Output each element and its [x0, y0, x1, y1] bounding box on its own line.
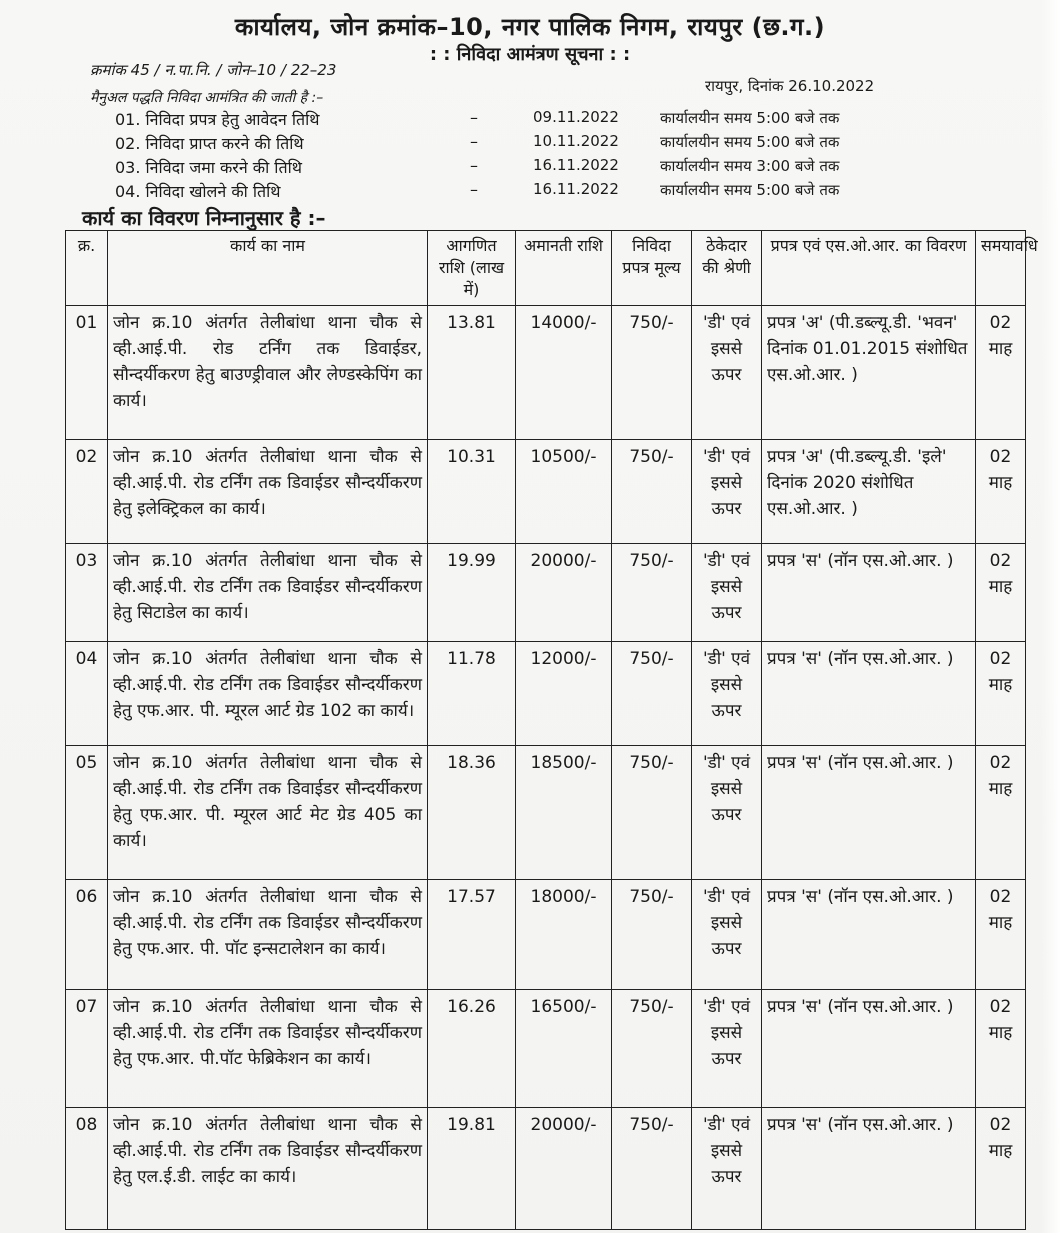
header-estimate: आगणित राशि (लाख में)	[428, 231, 516, 306]
cell-form-detail: प्रपत्र 'अ' (पी.डब्ल्यू.डी. 'इले' दिनांक 2020 संशोधित एस.ओ.आर. )	[762, 440, 976, 544]
cell-period: 02 माह	[976, 642, 1026, 746]
cell-estimate: 19.99	[428, 544, 516, 642]
cell-form-price: 750/-	[612, 642, 692, 746]
cell-contractor: 'डी' एवं इससे ऊपर	[692, 544, 762, 642]
schedule-dash: –	[470, 156, 478, 175]
cell-form-price: 750/-	[612, 990, 692, 1108]
cell-estimate: 17.57	[428, 880, 516, 990]
cell-form-price: 750/-	[612, 1108, 692, 1230]
cell-form-detail: प्रपत्र 'स' (नॉन एस.ओ.आर. )	[762, 746, 976, 880]
cell-form-detail: प्रपत्र 'स' (नॉन एस.ओ.आर. )	[762, 544, 976, 642]
schedule-item	[115, 108, 935, 132]
table-row	[66, 642, 1026, 746]
schedule-date: 16.11.2022	[533, 156, 619, 174]
schedule-date: 09.11.2022	[533, 108, 619, 126]
schedule-label: 01. निविदा प्रपत्र हेतु आवेदन तिथि	[115, 110, 320, 129]
page-edge-shade	[1041, 0, 1061, 1233]
header-sno: क्र.	[66, 231, 108, 306]
schedule-time: कार्यालयीन समय 5:00 बजे तक	[660, 133, 840, 151]
schedule-time: कार्यालयीन समय 3:00 बजे तक	[660, 157, 840, 175]
schedule-dash: –	[470, 132, 478, 151]
schedule-label: 03. निविदा जमा करने की तिथि	[115, 158, 302, 177]
header-form-detail: प्रपत्र एवं एस.ओ.आर. का विवरण	[762, 231, 976, 306]
header-period: समयावधि	[976, 231, 1026, 306]
header-form-price: निविदा प्रपत्र मूल्य	[612, 231, 692, 306]
cell-contractor: 'डी' एवं इससे ऊपर	[692, 746, 762, 880]
schedule-time: कार्यालयीन समय 5:00 बजे तक	[660, 109, 840, 127]
cell-form-detail: प्रपत्र 'स' (नॉन एस.ओ.आर. )	[762, 642, 976, 746]
schedule-date: 16.11.2022	[533, 180, 619, 198]
cell-estimate: 11.78	[428, 642, 516, 746]
cell-form-price: 750/-	[612, 544, 692, 642]
cell-deposit: 20000/-	[516, 1108, 612, 1230]
cell-deposit: 10500/-	[516, 440, 612, 544]
cell-form-detail: प्रपत्र 'स' (नॉन एस.ओ.आर. )	[762, 880, 976, 990]
schedule-dash: –	[470, 108, 478, 127]
cell-name: जोन क्र.10 अंतर्गत तेलीबांधा थाना चौक से व्ही.आई.पी. रोड टर्निंग तक डिवाईडर सौन्दर्यीकरण हेतु एफ.आर. पी.पॉट फेब्रिकेशन का कार्य।	[108, 990, 428, 1108]
cell-period: 02 माह	[976, 440, 1026, 544]
header-deposit: अमानती राशि	[516, 231, 612, 306]
cell-estimate: 19.81	[428, 1108, 516, 1230]
cell-name: जोन क्र.10 अंतर्गत तेलीबांधा थाना चौक से व्ही.आई.पी. रोड टर्निंग तक डिवाईडर, सौन्दर्यीकरण हेतु बाउण्ड्रीवाल और लेण्डस्केपिंग का कार्य।	[108, 306, 428, 440]
table-row	[66, 880, 1026, 990]
cell-period: 02 माह	[976, 880, 1026, 990]
cell-estimate: 13.81	[428, 306, 516, 440]
intro-line: मैनुअल पद्धति निविदा आमंत्रित की जाती है :–	[90, 90, 324, 106]
schedule-label: 04. निविदा खोलने की तिथि	[115, 182, 281, 201]
cell-estimate: 18.36	[428, 746, 516, 880]
cell-deposit: 18500/-	[516, 746, 612, 880]
cell-deposit: 16500/-	[516, 990, 612, 1108]
header-name: कार्य का नाम	[108, 231, 428, 306]
cell-contractor: 'डी' एवं इससे ऊपर	[692, 642, 762, 746]
cell-estimate: 10.31	[428, 440, 516, 544]
cell-form-detail: प्रपत्र 'अ' (पी.डब्ल्यू.डी. 'भवन' दिनांक 01.01.2015 संशोधित एस.ओ.आर. )	[762, 306, 976, 440]
office-title: कार्यालय, जोन क्रमांक–10, नगर पालिक निगम, रायपुर (छ.ग.)	[234, 13, 826, 41]
section-heading: कार्य का विवरण निम्नानुसार है :–	[82, 206, 326, 230]
cell-contractor: 'डी' एवं इससे ऊपर	[692, 306, 762, 440]
table-row	[66, 440, 1026, 544]
cell-period: 02 माह	[976, 306, 1026, 440]
cell-deposit: 14000/-	[516, 306, 612, 440]
reference-number: क्रमांक 45 / न.पा.नि. / जोन–10 / 22–23	[90, 61, 337, 79]
cell-period: 02 माह	[976, 544, 1026, 642]
cell-deposit: 12000/-	[516, 642, 612, 746]
cell-period: 02 माह	[976, 746, 1026, 880]
table-row	[66, 1108, 1026, 1230]
table-header-row	[66, 231, 1026, 306]
cell-contractor: 'डी' एवं इससे ऊपर	[692, 1108, 762, 1230]
cell-sno: 02	[66, 440, 108, 544]
cell-form-price: 750/-	[612, 880, 692, 990]
cell-contractor: 'डी' एवं इससे ऊपर	[692, 440, 762, 544]
cell-sno: 03	[66, 544, 108, 642]
table-row	[66, 746, 1026, 880]
cell-sno: 01	[66, 306, 108, 440]
cell-estimate: 16.26	[428, 990, 516, 1108]
schedule-list	[115, 108, 935, 204]
table-row	[66, 306, 1026, 440]
cell-name: जोन क्र.10 अंतर्गत तेलीबांधा थाना चौक से व्ही.आई.पी. रोड टर्निंग तक डिवाईडर सौन्दर्यीकरण हेतु एफ.आर. पी. म्यूरल आर्ट ग्रेड 102 का कार्य।	[108, 642, 428, 746]
cell-form-detail: प्रपत्र 'स' (नॉन एस.ओ.आर. )	[762, 990, 976, 1108]
cell-deposit: 20000/-	[516, 544, 612, 642]
cell-period: 02 माह	[976, 1108, 1026, 1230]
cell-form-price: 750/-	[612, 440, 692, 544]
notice-date: रायपुर, दिनांक 26.10.2022	[705, 77, 875, 95]
cell-name: जोन क्र.10 अंतर्गत तेलीबांधा थाना चौक से व्ही.आई.पी. रोड टर्निंग तक डिवाईडर सौन्दर्यीकरण हेतु एफ.आर. पी. पॉट इन्सटालेशन का कार्य।	[108, 880, 428, 990]
works-table	[65, 230, 1038, 1230]
cell-form-price: 750/-	[612, 306, 692, 440]
cell-sno: 08	[66, 1108, 108, 1230]
cell-form-detail: प्रपत्र 'स' (नॉन एस.ओ.आर. )	[762, 1108, 976, 1230]
schedule-item	[115, 180, 935, 204]
cell-period: 02 माह	[976, 990, 1026, 1108]
cell-contractor: 'डी' एवं इससे ऊपर	[692, 990, 762, 1108]
cell-name: जोन क्र.10 अंतर्गत तेलीबांधा थाना चौक से व्ही.आई.पी. रोड टर्निंग तक डिवाईडर सौन्दर्यीकरण हेतु इलेक्ट्रिकल का कार्य।	[108, 440, 428, 544]
schedule-time: कार्यालयीन समय 5:00 बजे तक	[660, 181, 840, 199]
table-row	[66, 544, 1026, 642]
schedule-item	[115, 132, 935, 156]
schedule-dash: –	[470, 180, 478, 199]
table-row	[66, 990, 1026, 1108]
cell-sno: 04	[66, 642, 108, 746]
cell-name: जोन क्र.10 अंतर्गत तेलीबांधा थाना चौक से व्ही.आई.पी. रोड टर्निंग तक डिवाईडर सौन्दर्यीकरण हेतु एल.ई.डी. लाईट का कार्य।	[108, 1108, 428, 1230]
schedule-item	[115, 156, 935, 180]
cell-sno: 07	[66, 990, 108, 1108]
schedule-date: 10.11.2022	[533, 132, 619, 150]
cell-sno: 05	[66, 746, 108, 880]
schedule-label: 02. निविदा प्राप्त करने की तिथि	[115, 134, 304, 153]
notice-subtitle: : : निविदा आमंत्रण सूचना : :	[429, 44, 631, 65]
cell-name: जोन क्र.10 अंतर्गत तेलीबांधा थाना चौक से व्ही.आई.पी. रोड टर्निंग तक डिवाईडर सौन्दर्यीकरण हेतु एफ.आर. पी. म्यूरल आर्ट मेट ग्रेड 405 का कार्य।	[108, 746, 428, 880]
cell-contractor: 'डी' एवं इससे ऊपर	[692, 880, 762, 990]
cell-name: जोन क्र.10 अंतर्गत तेलीबांधा थाना चौक से व्ही.आई.पी. रोड टर्निंग तक डिवाईडर सौन्दर्यीकरण हेतु सिटाडेल का कार्य।	[108, 544, 428, 642]
cell-deposit: 18000/-	[516, 880, 612, 990]
header-contractor: ठेकेदार की श्रेणी	[692, 231, 762, 306]
cell-sno: 06	[66, 880, 108, 990]
cell-form-price: 750/-	[612, 746, 692, 880]
